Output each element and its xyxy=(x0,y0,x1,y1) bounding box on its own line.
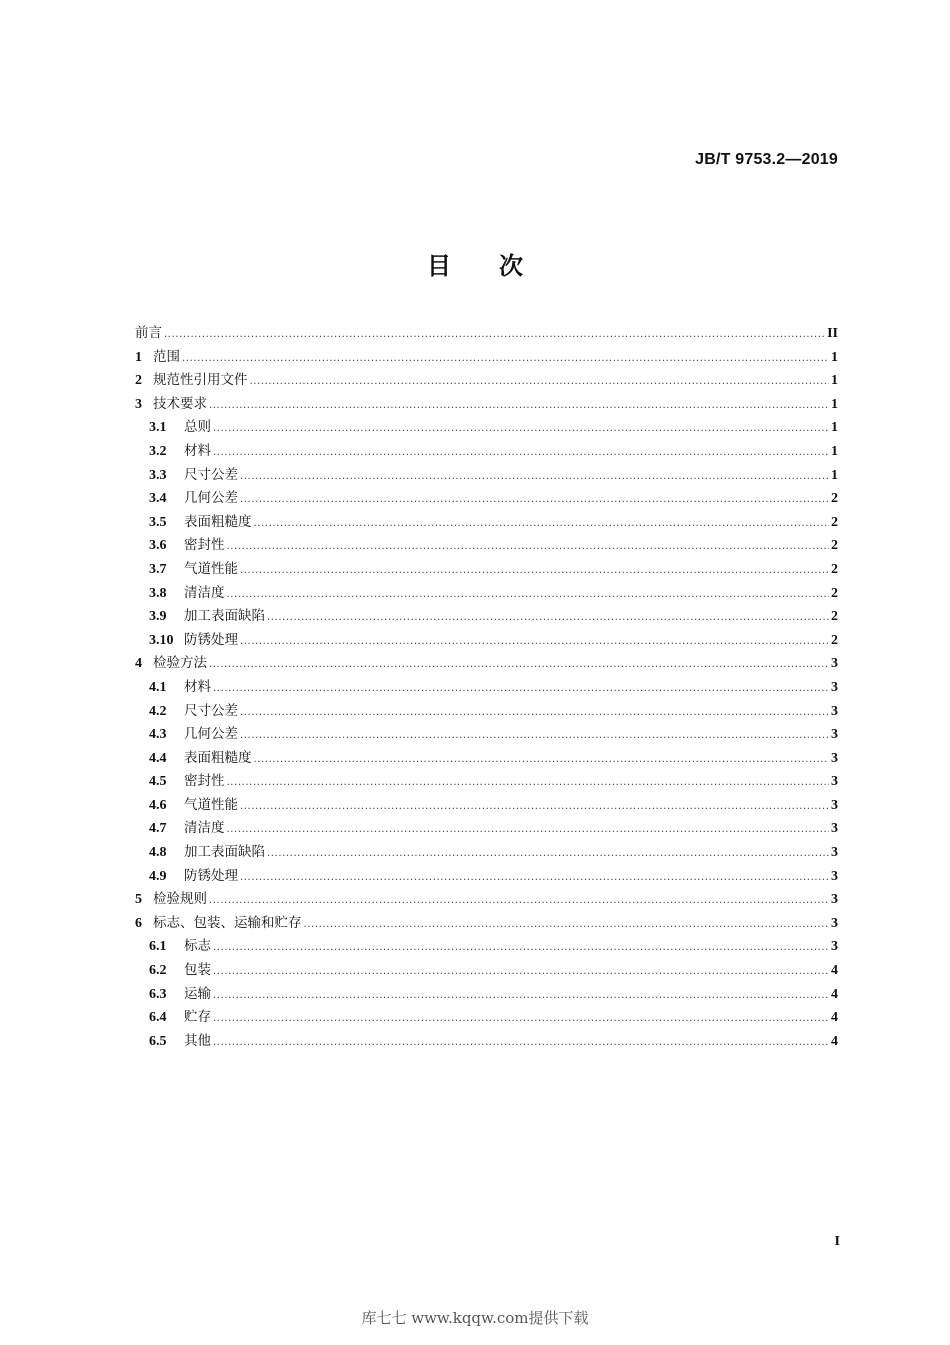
toc-entry-label: 检验规则 xyxy=(153,891,207,908)
toc-entry-page: 3 xyxy=(831,868,838,884)
toc-leader-dots xyxy=(267,606,829,630)
toc-leader-dots xyxy=(227,583,830,607)
toc-leader-dots xyxy=(213,1007,829,1031)
toc-entry[interactable] xyxy=(135,416,838,440)
toc-entry[interactable] xyxy=(135,393,838,417)
toc-entry-label: 防锈处理 xyxy=(184,631,238,648)
toc-entry[interactable] xyxy=(135,983,838,1007)
toc-entry-page: 2 xyxy=(831,609,838,625)
toc-entry-page: 3 xyxy=(831,679,838,695)
toc-entry[interactable] xyxy=(135,935,838,959)
toc-entry-label: 包装 xyxy=(184,962,211,979)
toc-entry-number: 4.3 xyxy=(149,727,167,743)
toc-entry[interactable] xyxy=(135,652,838,676)
toc-entry-number: 3.10 xyxy=(149,632,174,648)
toc-entry-page: 1 xyxy=(831,373,838,389)
toc-entry-number: 3.8 xyxy=(149,585,167,601)
toc-entry[interactable] xyxy=(135,464,838,488)
toc-entry[interactable] xyxy=(135,582,838,606)
toc-entry-number: 3.6 xyxy=(149,538,167,554)
toc-entry-label: 贮存 xyxy=(184,1009,211,1026)
toc-entry[interactable] xyxy=(135,770,838,794)
toc-entry[interactable] xyxy=(135,700,838,724)
toc-entry-page: 2 xyxy=(831,585,838,601)
toc-leader-dots xyxy=(240,488,829,512)
toc-entry-number: 4.9 xyxy=(149,868,167,884)
toc-entry[interactable] xyxy=(135,558,838,582)
toc-entry-label: 防锈处理 xyxy=(184,867,238,884)
toc-entry-label: 表面粗糙度 xyxy=(184,513,252,530)
toc-entry-page: 3 xyxy=(831,821,838,837)
toc-leader-dots xyxy=(254,512,830,536)
toc-entry-page: 2 xyxy=(831,632,838,648)
toc-entry-number: 6.3 xyxy=(149,986,167,1002)
toc-entry-label: 几何公差 xyxy=(184,490,238,507)
toc-leader-dots xyxy=(240,866,829,890)
toc-entry[interactable] xyxy=(135,369,838,393)
toc-entry[interactable] xyxy=(135,676,838,700)
toc-leader-dots xyxy=(240,724,829,748)
toc-entry-label: 加工表面缺陷 xyxy=(184,844,265,861)
toc-entry-label: 标志、包装、运输和贮存 xyxy=(153,914,302,931)
toc-entry[interactable] xyxy=(135,841,838,865)
toc-entry[interactable] xyxy=(135,346,838,370)
toc-entry[interactable] xyxy=(135,912,838,936)
toc-entry-number: 3.9 xyxy=(149,609,167,625)
toc-leader-dots xyxy=(240,630,829,654)
toc-entry-number: 3.7 xyxy=(149,561,167,577)
toc-entry-label: 气道性能 xyxy=(184,560,238,577)
toc-entry-number: 3 xyxy=(135,396,142,412)
toc-entry[interactable] xyxy=(135,1006,838,1030)
toc-entry-page: 3 xyxy=(831,892,838,908)
toc-entry-label: 范围 xyxy=(153,348,180,365)
toc-entry-number: 4.5 xyxy=(149,774,167,790)
toc-entry-number: 1 xyxy=(135,349,142,365)
toc-entry-page: 3 xyxy=(831,845,838,861)
toc-entry-number: 4.2 xyxy=(149,703,167,719)
toc-entry-number: 6.5 xyxy=(149,1033,167,1049)
toc-entry-label: 表面粗糙度 xyxy=(184,749,252,766)
toc-entry-label: 检验方法 xyxy=(153,655,207,672)
toc-leader-dots xyxy=(209,653,829,677)
toc-leader-dots xyxy=(213,1031,829,1055)
toc-entry-page: 4 xyxy=(831,986,838,1002)
toc-entry[interactable] xyxy=(135,1030,838,1054)
toc-entry-label: 尺寸公差 xyxy=(184,702,238,719)
toc-entry[interactable] xyxy=(135,487,838,511)
toc-entry-page: 1 xyxy=(831,349,838,365)
toc-entry[interactable] xyxy=(135,959,838,983)
toc-entry-page: 1 xyxy=(831,443,838,459)
toc-entry-number: 3.3 xyxy=(149,467,167,483)
toc-leader-dots xyxy=(267,842,829,866)
toc-entry-label: 材料 xyxy=(184,678,211,695)
toc-entry-page: 3 xyxy=(831,727,838,743)
toc-entry-number: 6.1 xyxy=(149,939,167,955)
toc-entry-page: 1 xyxy=(831,420,838,436)
toc-entry[interactable] xyxy=(135,817,838,841)
toc-entry-label: 运输 xyxy=(184,985,211,1002)
toc-entry-label: 加工表面缺陷 xyxy=(184,608,265,625)
toc-leader-dots xyxy=(227,771,830,795)
standard-code: JB/T 9753.2—2019 xyxy=(695,151,838,168)
page-title: 目次 xyxy=(427,252,571,280)
toc-leader-dots xyxy=(182,347,829,371)
table-of-contents xyxy=(135,322,838,1053)
toc-entry-page: 2 xyxy=(831,491,838,507)
toc-leader-dots xyxy=(213,984,829,1008)
page-number: I xyxy=(834,1234,840,1249)
toc-entry-number: 6.2 xyxy=(149,963,167,979)
toc-entry-label: 尺寸公差 xyxy=(184,466,238,483)
toc-entry-number: 6 xyxy=(135,915,142,931)
toc-leader-dots xyxy=(213,417,829,441)
download-watermark: 库七七 www.kqqw.com提供下载 xyxy=(361,1309,589,1327)
toc-entry-number: 4 xyxy=(135,656,142,672)
toc-entry-page: 3 xyxy=(831,750,838,766)
toc-leader-dots xyxy=(213,936,829,960)
toc-entry-label: 前言 xyxy=(135,325,162,341)
toc-entry-page: 2 xyxy=(831,514,838,530)
toc-entry-number: 5 xyxy=(135,892,142,908)
toc-leader-dots xyxy=(213,441,829,465)
toc-entry-label: 其他 xyxy=(184,1032,211,1049)
toc-leader-dots xyxy=(240,701,829,725)
toc-entry-label: 总则 xyxy=(184,419,211,436)
toc-entry-page: 4 xyxy=(831,963,838,979)
toc-entry[interactable] xyxy=(135,723,838,747)
toc-entry-page: II xyxy=(827,326,838,341)
toc-entry-number: 4.4 xyxy=(149,750,167,766)
toc-entry-page: 2 xyxy=(831,538,838,554)
toc-entry-page: 1 xyxy=(831,396,838,412)
toc-entry-page: 2 xyxy=(831,561,838,577)
toc-leader-dots xyxy=(213,960,829,984)
toc-entry-page: 4 xyxy=(831,1033,838,1049)
toc-entry-label: 清洁度 xyxy=(184,584,225,601)
toc-entry[interactable] xyxy=(135,534,838,558)
toc-entry-number: 6.4 xyxy=(149,1010,167,1026)
toc-leader-dots xyxy=(164,323,825,347)
toc-entry[interactable] xyxy=(135,888,838,912)
toc-entry-page: 3 xyxy=(831,656,838,672)
toc-entry-page: 1 xyxy=(831,467,838,483)
toc-entry-number: 4.7 xyxy=(149,821,167,837)
toc-entry-label: 几何公差 xyxy=(184,726,238,743)
toc-entry-page: 3 xyxy=(831,797,838,813)
toc-entry[interactable] xyxy=(135,794,838,818)
toc-leader-dots xyxy=(227,535,830,559)
toc-entry-number: 4.1 xyxy=(149,679,167,695)
toc-entry[interactable] xyxy=(135,747,838,771)
toc-entry-label: 清洁度 xyxy=(184,820,225,837)
toc-entry-label: 材料 xyxy=(184,442,211,459)
toc-leader-dots xyxy=(304,913,830,937)
toc-entry-number: 3.2 xyxy=(149,443,167,459)
toc-entry-number: 3.4 xyxy=(149,491,167,507)
toc-leader-dots xyxy=(209,394,829,418)
toc-entry-number: 4.6 xyxy=(149,797,167,813)
toc-entry[interactable] xyxy=(135,865,838,889)
toc-entry-number: 4.8 xyxy=(149,845,167,861)
toc-leader-dots xyxy=(254,748,830,772)
toc-entry-page: 3 xyxy=(831,915,838,931)
toc-entry-page: 3 xyxy=(831,703,838,719)
toc-leader-dots xyxy=(250,370,830,394)
toc-leader-dots xyxy=(227,818,830,842)
toc-entry-label: 规范性引用文件 xyxy=(153,372,248,389)
toc-leader-dots xyxy=(209,889,829,913)
toc-entry-label: 密封性 xyxy=(184,537,225,554)
toc-entry[interactable] xyxy=(135,440,838,464)
toc-entry-number: 3.1 xyxy=(149,420,167,436)
toc-leader-dots xyxy=(240,795,829,819)
toc-entry-page: 3 xyxy=(831,939,838,955)
toc-entry-page: 3 xyxy=(831,774,838,790)
toc-entry[interactable] xyxy=(135,605,838,629)
toc-entry-number: 2 xyxy=(135,373,142,389)
toc-entry-label: 密封性 xyxy=(184,773,225,790)
toc-leader-dots xyxy=(240,465,829,489)
toc-leader-dots xyxy=(240,559,829,583)
toc-entry[interactable] xyxy=(135,322,838,346)
toc-entry-label: 气道性能 xyxy=(184,796,238,813)
toc-entry-page: 4 xyxy=(831,1010,838,1026)
toc-entry-label: 技术要求 xyxy=(153,395,207,412)
toc-leader-dots xyxy=(213,677,829,701)
toc-entry[interactable] xyxy=(135,511,838,535)
toc-entry-number: 3.5 xyxy=(149,514,167,530)
toc-entry-label: 标志 xyxy=(184,938,211,955)
toc-entry[interactable] xyxy=(135,629,838,653)
